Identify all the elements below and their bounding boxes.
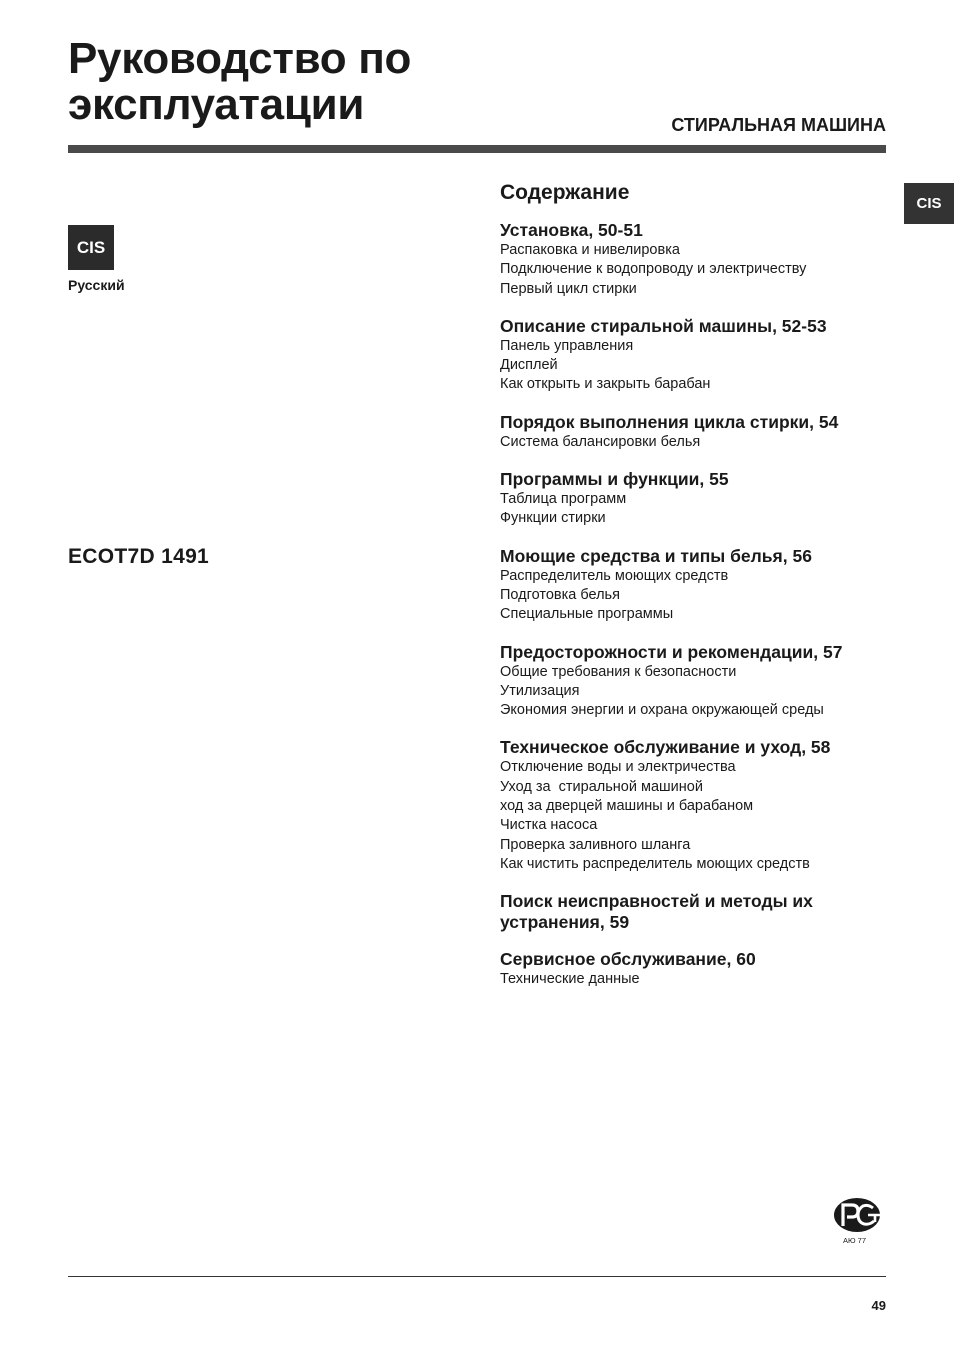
- toc-item: Уход за стиральной машиной: [500, 778, 703, 795]
- toc-item: Распаковка и нивелировка: [500, 242, 680, 258]
- toc-item: Утилизация: [500, 682, 580, 699]
- product-type: СТИРАЛЬНАЯ МАШИНА: [671, 115, 886, 135]
- toc-item: Специальные программы: [500, 606, 674, 623]
- toc-section-maintenance: [500, 737, 890, 874]
- toc-item: ход за дверцей машины и барабаном: [500, 798, 754, 815]
- toc-item: Дисплей: [500, 357, 558, 374]
- header-divider: [68, 145, 886, 153]
- toc-section-description: [500, 316, 890, 395]
- toc-section-title: Техническое обслуживание и уход, 58: [500, 737, 831, 758]
- footer-divider: [68, 1276, 886, 1277]
- toc-heading: Содержание: [500, 181, 630, 204]
- title-line-1: Руководство по: [68, 34, 412, 83]
- toc-item: Панель управления: [500, 337, 634, 354]
- toc-section-title-line-1: Поиск неисправностей и методы их: [500, 891, 813, 912]
- toc-item: Чистка насоса: [500, 817, 598, 834]
- toc-item: Подготовка белья: [500, 586, 620, 603]
- toc-section-title: Сервисное обслуживание, 60: [500, 949, 756, 970]
- title-line-2: эксплуатации: [68, 80, 365, 129]
- toc-item: Как открыть и закрыть барабан: [500, 376, 711, 393]
- toc-item: Распределитель моющих средств: [500, 567, 729, 584]
- toc-item: Первый цикл стирки: [500, 280, 637, 297]
- toc-section-title: Описание стиральной машины, 52-53: [500, 315, 827, 336]
- toc-item: Система балансировки белья: [500, 433, 701, 450]
- toc-item: Отключение воды и электричества: [500, 759, 736, 776]
- toc-item: Подключение к водопроводу и электричеству: [500, 261, 807, 278]
- model-number: ECOT7D 1491: [68, 545, 210, 568]
- certification-code: АЮ 77: [843, 1236, 867, 1245]
- document-title: [68, 36, 411, 128]
- toc-section-programs: [500, 469, 890, 529]
- toc-item: Экономия энергии и охрана окружающей среды: [500, 702, 824, 719]
- toc-section-title: Предосторожности и рекомендации, 57: [500, 641, 843, 662]
- language-badge: CIS: [68, 225, 114, 270]
- toc-section-detergents: [500, 546, 890, 625]
- page-number: 49: [871, 1298, 886, 1313]
- toc-section-title: Порядок выполнения цикла стирки, 54: [500, 411, 839, 432]
- toc-section-troubleshooting: [500, 891, 890, 932]
- toc-section-wash-cycle: [500, 412, 890, 452]
- toc-item: Таблица программ: [500, 491, 627, 508]
- toc-section-title: Установка, 50-51: [500, 220, 643, 240]
- table-of-contents: [500, 180, 890, 1007]
- toc-item: Технические данные: [500, 971, 640, 988]
- toc-section-title: Моющие средства и типы белья, 56: [500, 545, 812, 566]
- toc-section-precautions: [500, 642, 890, 721]
- toc-section-title-line-2: устранения, 59: [500, 912, 630, 933]
- side-language-tab: CIS: [904, 183, 954, 224]
- toc-item: Как чистить распределитель моющих средств: [500, 855, 810, 872]
- toc-item: Функции стирки: [500, 510, 606, 527]
- toc-item: Проверка заливного шланга: [500, 836, 691, 853]
- toc-section-service: [500, 949, 890, 989]
- toc-section-title: Программы и функции, 55: [500, 469, 729, 490]
- toc-section-installation: [500, 220, 890, 299]
- toc-item: Общие требования к безопасности: [500, 663, 737, 680]
- language-name: Русский: [68, 277, 125, 293]
